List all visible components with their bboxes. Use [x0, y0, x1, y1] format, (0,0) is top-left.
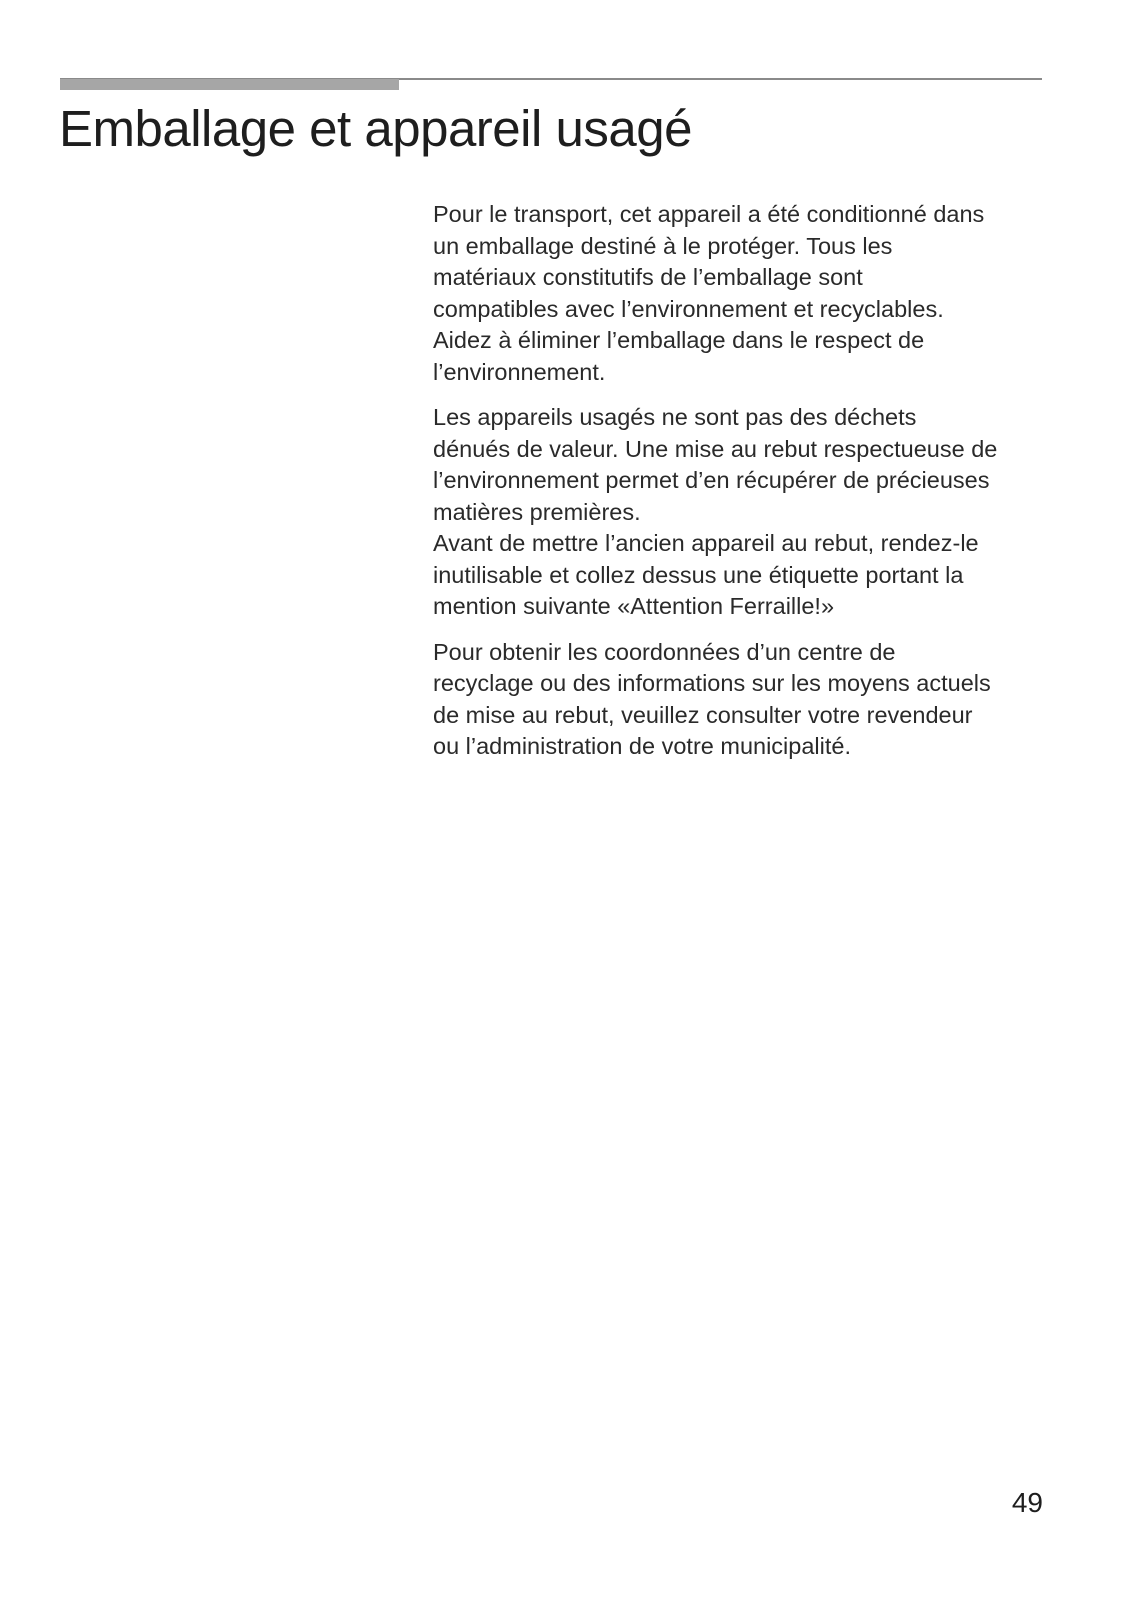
text-line: recyclage ou des informations sur les moyens actuels [433, 670, 991, 696]
text-line: compatibles avec l’environnement et recyclables. [433, 295, 944, 322]
text-line: matières premières. [433, 498, 641, 525]
text-line: ou l’administration de votre municipalité. [433, 733, 851, 759]
text-line: Avant de mettre l’ancien appareil au rebut, rendez-le [433, 530, 979, 556]
page-number: 49 [1011, 1487, 1043, 1518]
header-accent-bar [60, 79, 399, 90]
text-line: matériaux constitutifs de l’emballage sont [433, 264, 863, 290]
text-line: l’environnement. [433, 358, 606, 385]
text-line: dénués de valeur. Une mise au rebut respectueuse de [433, 435, 998, 462]
text-line: inutilisable et collez dessus une étiquette portant la [433, 561, 964, 588]
text-line: un emballage destiné à le protéger. Tous les [433, 232, 893, 259]
paragraph-recycling-info [433, 637, 1053, 763]
text-line: l’environnement permet d’en récupérer de précieuses [433, 467, 990, 493]
text-line: Pour obtenir les coordonnées d’un centre de [433, 638, 896, 665]
text-line: de mise au rebut, veuillez consulter votre revendeur [433, 701, 973, 728]
text-line: Pour le transport, cet appareil a été conditionné dans [433, 201, 985, 227]
text-line: mention suivante «Attention Ferraille!» [433, 593, 835, 619]
page-title: Emballage et appareil usagé [59, 100, 692, 157]
body-text-column [433, 199, 1053, 777]
text-line: Les appareils usagés ne sont pas des déchets [433, 404, 917, 430]
text-line: Aidez à éliminer l’emballage dans le respect de [433, 327, 925, 353]
paragraph-packaging [433, 199, 1053, 388]
paragraph-old-appliance [433, 402, 1053, 623]
